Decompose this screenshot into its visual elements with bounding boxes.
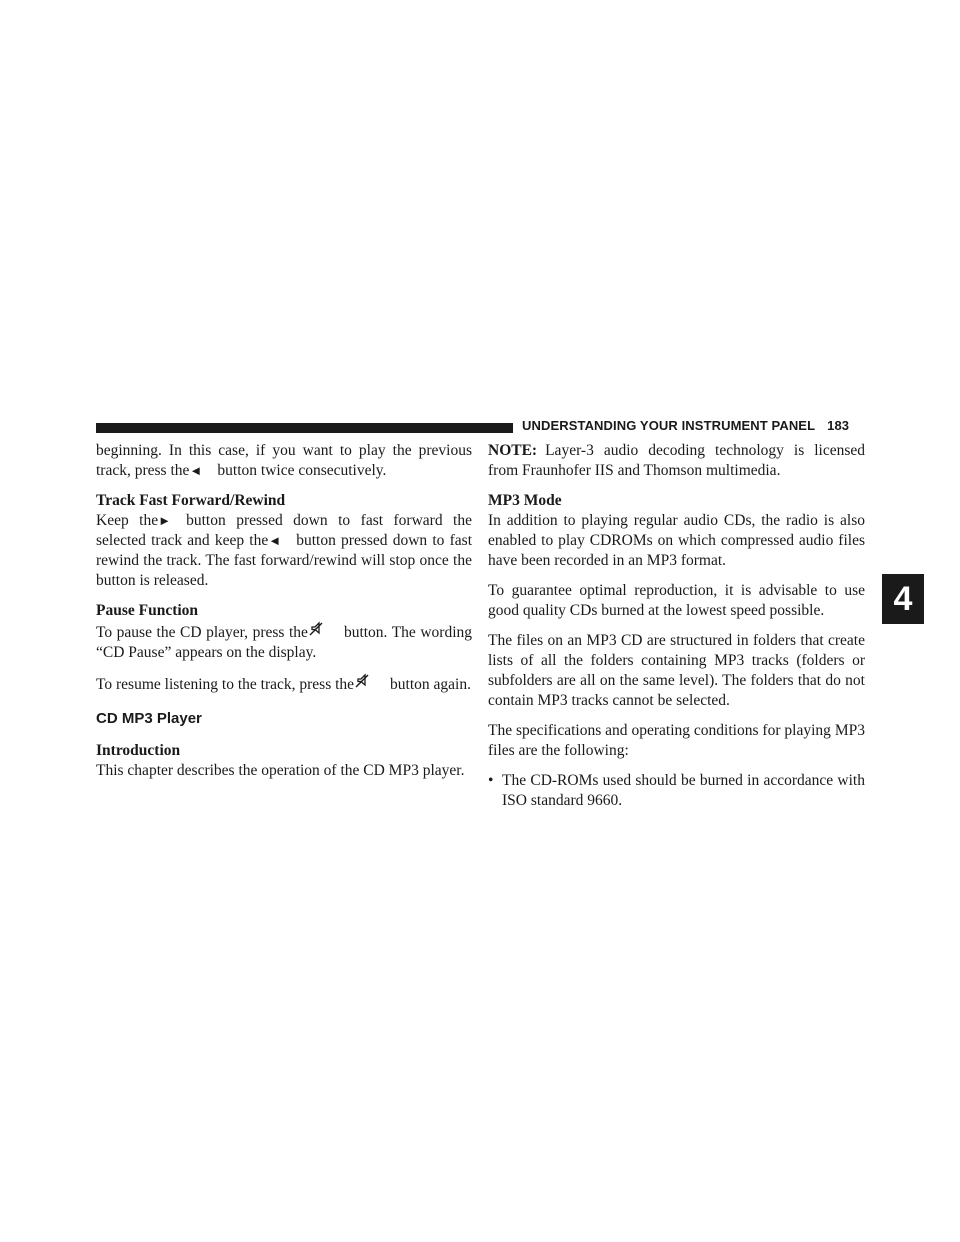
pause-mute-icon	[354, 673, 390, 695]
paragraph: Keep the► button pressed down to fast forward the selected track and keep the◄ button pressed down to fast rewind the track. The fast forward/rewind will stop once the button is released.	[96, 512, 473, 589]
paragraph: The files on an MP3 CD are structured in folders that create lists of all the folders containing MP3 tracks (folders or subfolders are all on the same level). The folders that do not contain MP3 tracks cannot be selected.	[488, 632, 865, 709]
next-track-icon: ►	[158, 513, 171, 528]
paragraph: The specifications and operating conditions for playing MP3 files are the following:	[488, 722, 865, 759]
note-paragraph: NOTE: Layer-3 audio decoding technology is licensed from Fraunhofer IIS and Thomson multimedia.	[488, 442, 865, 479]
note-label: NOTE:	[488, 442, 538, 459]
bullet-symbol: •	[488, 772, 494, 789]
list-item	[488, 771, 865, 811]
pause-mute-icon	[308, 621, 344, 643]
mp3-heading: MP3 Mode	[488, 492, 562, 509]
paragraph: This chapter describes the operation of the CD MP3 player.	[96, 762, 465, 779]
paragraph: beginning. In this case, if you want to play the previous track, press the◄ button twice consecutively.	[96, 442, 472, 479]
previous-track-icon: ◄	[189, 463, 203, 478]
paragraph: In addition to playing regular audio CDs, the radio is also enabled to play CDROMs on which compressed audio files have been recorded in an MP3 format.	[488, 512, 865, 569]
left-column	[96, 441, 472, 791]
paragraph: To guarantee optimal reproduction, it is advisable to use good quality CDs burned at the lowest speed possible.	[488, 582, 865, 619]
previous-track-icon: ◄	[268, 533, 282, 548]
right-column	[488, 441, 865, 811]
intro-heading: Introduction	[96, 742, 181, 759]
track-heading: Track Fast Forward/Rewind	[96, 492, 286, 509]
page-number: 183	[827, 418, 850, 433]
header-title: UNDERSTANDING YOUR INSTRUMENT PANEL	[522, 418, 816, 433]
paragraph: To pause the CD player, press the button. The wording “CD Pause” appears on the display.	[96, 621, 472, 663]
header-rule	[96, 423, 513, 433]
running-header	[522, 418, 866, 433]
pause-heading: Pause Function	[96, 602, 199, 619]
chapter-tab: 4	[882, 574, 924, 624]
section-heading: CD MP3 Player	[96, 710, 202, 727]
paragraph: To resume listening to the track, press the button again.	[96, 673, 472, 695]
bullet-text: The CD-ROMs used should be burned in accordance with ISO standard 9660.	[502, 772, 865, 809]
